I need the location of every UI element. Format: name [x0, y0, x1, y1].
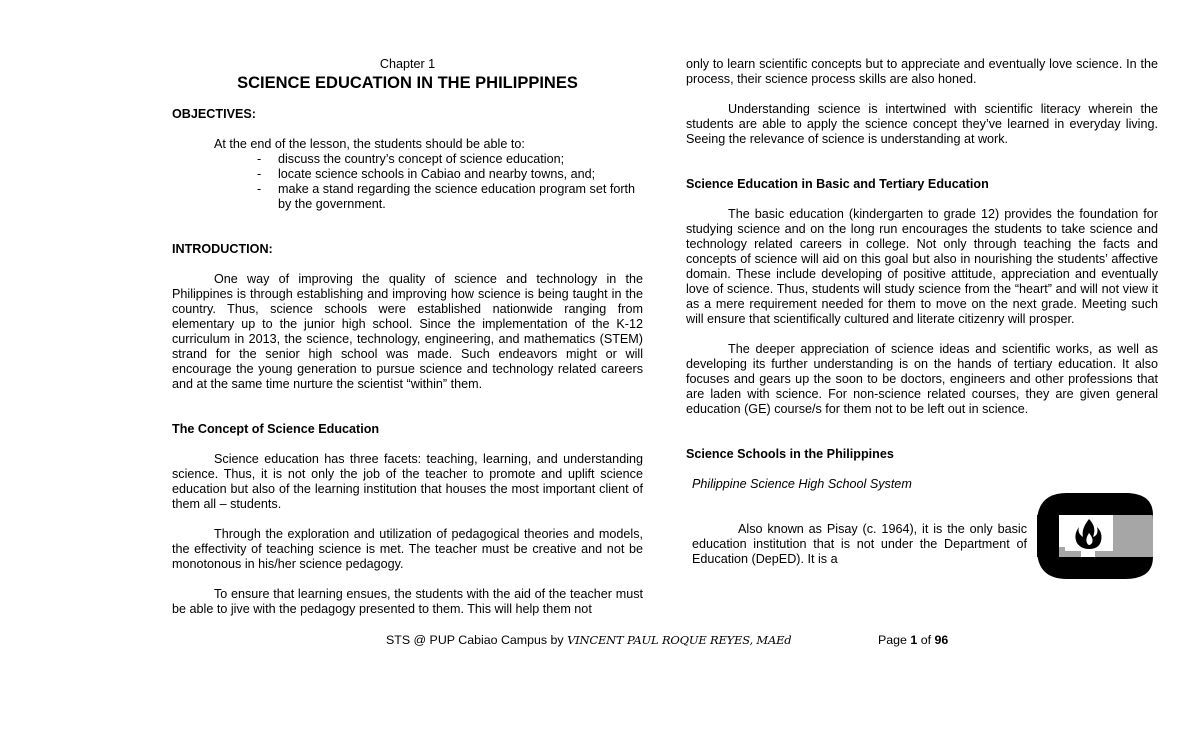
- footer-left: [386, 633, 791, 647]
- introduction-heading: INTRODUCTION:: [172, 242, 273, 256]
- left-column: [172, 57, 643, 617]
- continuation-paragraph: only to learn scientific concepts but to appreciate and eventually love science. In the process, their science process skills are also honed.: [686, 57, 1158, 86]
- footer-author: VINCENT PAUL ROQUE REYES, MAEd: [567, 633, 792, 647]
- objective-item: - discuss the country’s concept of science education;: [257, 152, 643, 167]
- basic-paragraph-2: The deeper appreciation of science ideas and scientific works, as well as developing its further understanding is on the hands of tertiary education. It also focuses and gears up the soon to be doctors, engineers and other professions that are laden with science. For non-science related courses, they are given general education (GE) course/s for them not to be left out in science.: [686, 342, 1158, 416]
- of-label: of: [917, 633, 935, 647]
- concept-heading: The Concept of Science Education: [172, 422, 380, 436]
- total-pages: 96: [934, 633, 949, 647]
- page-indicator: [878, 633, 948, 647]
- science-schools-heading: Science Schools in the Philippines: [686, 447, 894, 461]
- objective-item: - make a stand regarding the science education program set forth by the government.: [257, 182, 643, 212]
- objectives-heading: OBJECTIVES:: [172, 107, 256, 121]
- footer-prefix: STS @ PUP Cabiao Campus by: [386, 633, 568, 647]
- pshs-heading: Philippine Science High School System: [692, 477, 912, 491]
- page-number: 1: [910, 633, 918, 647]
- chapter-title: SCIENCE EDUCATION IN THE PHILIPPINES: [237, 74, 578, 92]
- page-label: Page: [878, 633, 911, 647]
- objectives-intro: At the end of the lesson, the students should be able to:: [214, 137, 525, 151]
- pshs-paragraph: Also known as Pisay (c. 1964), it is the only basic education institution that is not under the Department of Education (DepED). It is a: [692, 522, 1027, 566]
- objectives-list: [172, 152, 643, 212]
- introduction-paragraph: One way of improving the quality of science and technology in the Philippines is through establishing and improving how science is being taught in the country. Thus, science schools were established nationwide ranging from elementary up to the junior high school. Since the implementation of the K-12 curriculum in 2013, the science, technology, engineering, and mathematics (STEM) strand for the senior high school was made. Such endeavors might or will encourage the young generation to pursue science and technology related careers and at the same time nurture the scientist “within” them.: [172, 272, 643, 391]
- pshs-logo-icon: [1037, 493, 1153, 579]
- objective-item: - locate science schools in Cabiao and nearby towns, and;: [257, 167, 643, 182]
- concept-paragraph-1: Science education has three facets: teaching, learning, and understanding science. Thus, it is not only the job of the teacher to promote and uplift science education but also of the learning institution that houses the most important client of them all – students.: [172, 452, 643, 511]
- concept-paragraph-2: Through the exploration and utilization of pedagogical theories and models, the effectivity of teaching science is met. The teacher must be creative and not be monotonous in his/her science pedagogy.: [172, 527, 643, 571]
- basic-paragraph-1: The basic education (kindergarten to grade 12) provides the foundation for studying science and on the long run encourages the students to take science and technology related careers in college. Not only through teaching the facts and concepts of science will aid on this goal but also in nourishing the students’ affective domain. These include developing of positive attitude, appreciation and eventually love of science. Thus, students will study science from the “heart” and will not view it as a mere requirement needed for them to move on the next grade. Meeting such will ensure that scientifically cultured and literate citizenry will prosper.: [686, 207, 1158, 326]
- understanding-paragraph: Understanding science is intertwined with scientific literacy wherein the students are able to apply the science concept they’ve learned in everyday living. Seeing the relevance of science is understanding at work.: [686, 102, 1158, 146]
- right-column: [686, 57, 1158, 492]
- concept-paragraph-3: To ensure that learning ensues, the students with the aid of the teacher must be able to jive with the pedagogy presented to them. This will help them not: [172, 587, 643, 616]
- basic-tertiary-heading: Science Education in Basic and Tertiary Education: [686, 177, 989, 191]
- chapter-label: Chapter 1: [379, 57, 436, 71]
